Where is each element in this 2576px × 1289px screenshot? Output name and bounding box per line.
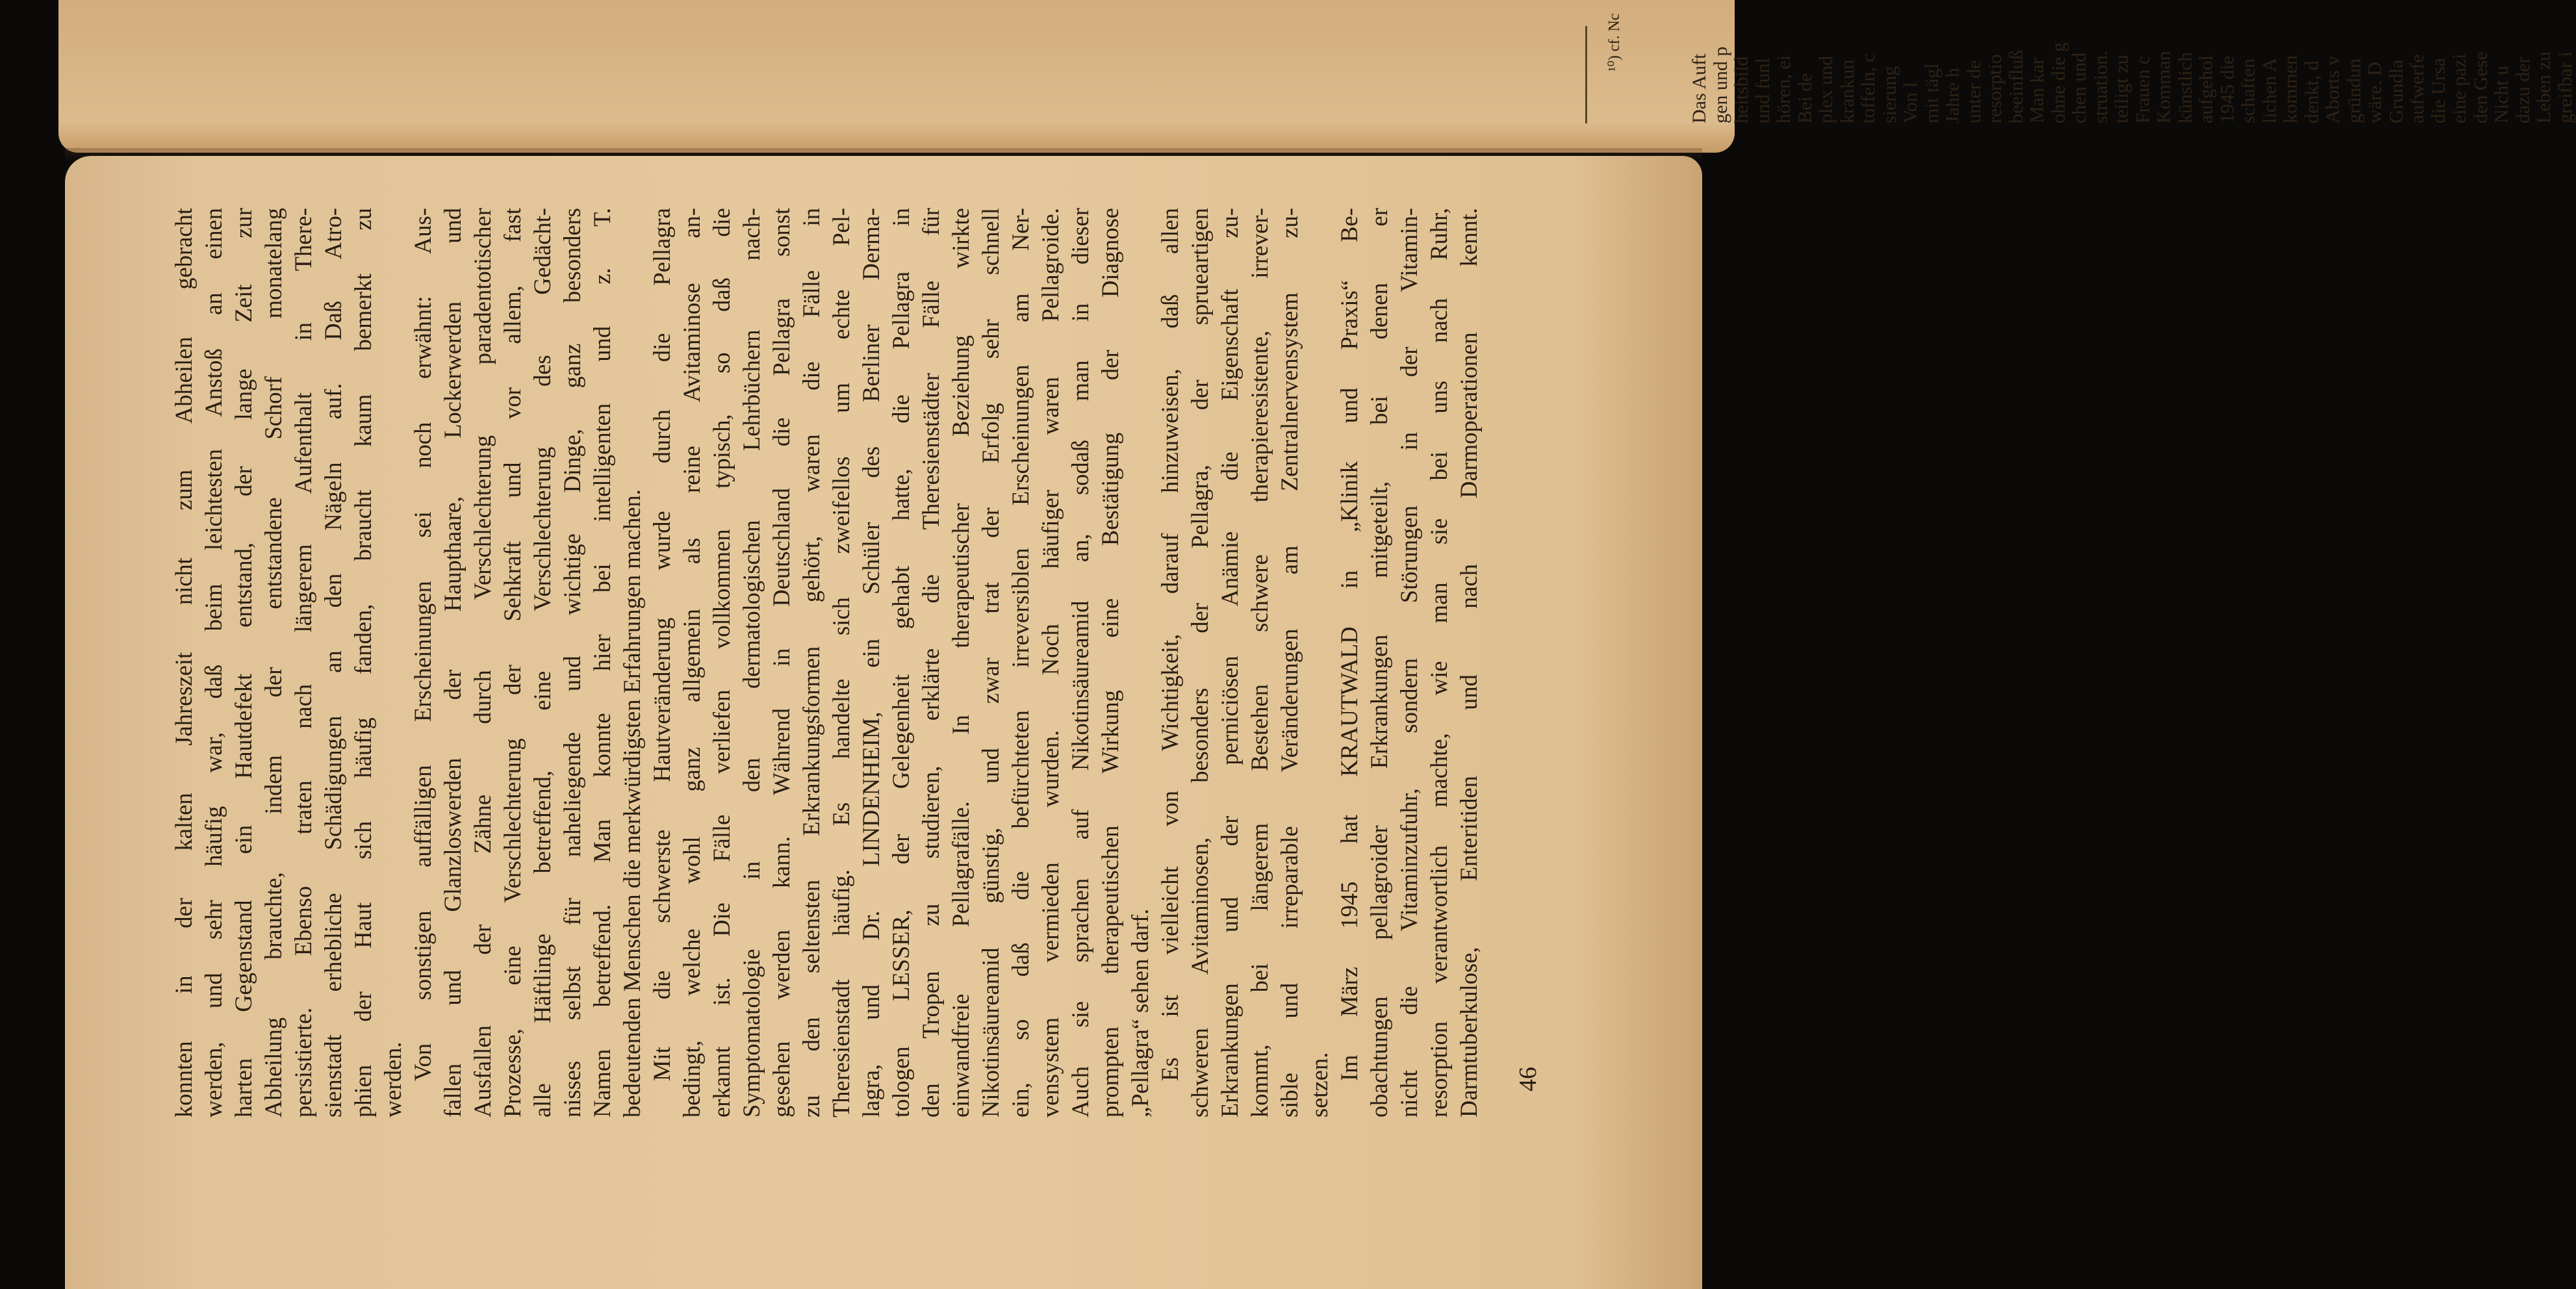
facing-text-line: schaften bbox=[2238, 58, 2259, 123]
facing-text-line: den Gese bbox=[2469, 51, 2492, 123]
facing-text-line: sierung bbox=[1878, 66, 1900, 123]
facing-text-line: mit tägl bbox=[1920, 63, 1943, 123]
text-line: Mit die schwerste Hautveränderung wurde durch die Pellagra bbox=[648, 208, 675, 1081]
text-line: Namen betreffend. Man konnte hier bei intelligenten und z. T. bbox=[589, 208, 615, 1117]
facing-footnote: ¹⁰) cf. Nc bbox=[1606, 13, 1623, 71]
text-line: resorption verantwortlich machte, wie man sie bei uns nach Ruhr, bbox=[1425, 208, 1452, 1117]
facing-text-line: resorptio bbox=[1984, 54, 2006, 123]
text-line: persistierte. Ebenso traten nach längerem Aufenthalt in There- bbox=[290, 208, 316, 1117]
facing-text-line: Komman bbox=[2153, 51, 2174, 123]
text-line: sienstadt erhebliche Schädigungen an den Nägeln auf. Daß Atro- bbox=[320, 208, 346, 1117]
facing-text-line: Bei de bbox=[1794, 73, 1816, 123]
facing-text-line: greifbar i bbox=[2554, 51, 2576, 123]
text-line: sible und irreparable Veränderungen am Zentralnervensystem zu- bbox=[1276, 208, 1303, 1117]
text-line: werden, und sehr häufig war, daß beim leichtesten Anstoß an einen bbox=[200, 208, 227, 1117]
text-line: gesehen werden kann. Während in Deutschland die Pellagra sonst bbox=[768, 208, 795, 1117]
text-line: phien der Haut sich häufig fanden, braucht kaum bemerkt zu bbox=[350, 208, 376, 1117]
facing-text-line: lichen A bbox=[2258, 58, 2280, 123]
text-line: obachtungen pellagroider Erkrankungen mitgeteilt, bei denen er bbox=[1366, 208, 1392, 1117]
footnote-rule bbox=[1585, 26, 1587, 123]
text-line: harten Gegenstand ein Hautdefekt entstand, der lange Zeit zur bbox=[230, 208, 257, 1117]
text-line: Theresienstadt häufig. Es handelte sich zweifellos um echte Pel- bbox=[828, 208, 854, 1117]
facing-text-line: eine pazi bbox=[2449, 53, 2470, 123]
facing-text-line: aufgehol bbox=[2195, 55, 2217, 123]
text-line: setzen. bbox=[1306, 1052, 1333, 1117]
facing-text-line: heitsbild bbox=[1731, 56, 1752, 123]
text-line: Abheilung brauchte, indem der entstandene Schorf monatelang bbox=[260, 208, 287, 1117]
text-line: einwandfreie Pellagrafälle. In therapeutischer Beziehung wirkte bbox=[947, 208, 974, 1117]
facing-text-line: wäre. D bbox=[2364, 62, 2386, 123]
facing-text-line: die Ursa bbox=[2427, 58, 2449, 123]
facing-text-line: plex und bbox=[1815, 55, 1837, 123]
facing-text-line: gen und p bbox=[1709, 46, 1731, 123]
facing-text-line: ohne die g bbox=[2047, 42, 2069, 123]
facing-text-line: 1945 die bbox=[2216, 55, 2238, 123]
text-line: Nikotinsäureamid günstig, und zwar trat der Erfolg sehr schnell bbox=[977, 208, 1004, 1117]
facing-text-line: Man kar bbox=[2026, 58, 2048, 123]
text-line: Im März 1945 hat KRAUTWALD in „Klinik und Praxis“ Be- bbox=[1336, 208, 1362, 1081]
facing-text-line: Grundla bbox=[2385, 59, 2407, 123]
text-line: alle Häftlinge betreffend, eine Verschlechterung des Gedächt- bbox=[529, 208, 555, 1117]
text-line: kommt, bei längerem Bestehen schwere therapieresistente, irrever- bbox=[1246, 208, 1273, 1117]
main-text-block bbox=[169, 208, 1484, 1117]
text-line: den Tropen zu studieren, erklärte die Theresienstädter Fälle für bbox=[917, 208, 944, 1117]
text-line: bedingt, welche wohl ganz allgemein als reine Avitaminose an- bbox=[678, 208, 705, 1117]
text-line: bedeutenden Menschen die merkwürdigsten Erfahrungen machen. bbox=[618, 489, 645, 1117]
text-line: Von sonstigen auffälligen Erscheinungen sei noch erwähnt: Aus- bbox=[409, 208, 436, 1081]
facing-text-line: künstlich bbox=[2174, 52, 2196, 123]
facing-text-line: Frauen c bbox=[2132, 55, 2154, 123]
facing-text-line: denkt, d bbox=[2301, 60, 2323, 123]
facing-text-line: Das Auft bbox=[1689, 53, 1710, 123]
facing-text-line: gründun bbox=[2343, 58, 2365, 123]
text-line: ein, so daß die befürchteten irreversiblen Erscheinungen am Ner- bbox=[1007, 208, 1034, 1117]
facing-text-column bbox=[1689, 42, 2576, 123]
text-line: Prozesse, eine Verschlechterung der Sehkraft und vor allem, fast bbox=[499, 208, 526, 1117]
facing-page bbox=[58, 0, 1735, 153]
text-line: prompten therapeutischen Wirkung eine Bestätigung der Diagnose bbox=[1097, 208, 1123, 1117]
text-line: konnten in der kalten Jahreszeit nicht zum Abheilen gebracht bbox=[170, 208, 197, 1117]
text-line: vensystem vermieden wurden. Noch häufiger waren Pellagroide. bbox=[1037, 208, 1064, 1117]
text-line: nicht die Vitaminzufuhr, sondern Störungen in der Vitamin- bbox=[1396, 208, 1422, 1117]
facing-text-line: hören, ei bbox=[1773, 55, 1794, 123]
facing-text-line: kommen bbox=[2280, 55, 2301, 123]
text-line: Auch sie sprachen auf Nikotinsäureamid an, sodaß man in dieser bbox=[1067, 208, 1093, 1117]
facing-text-line: dazu der bbox=[2512, 57, 2534, 123]
text-line: fallen und Glanzloswerden der Haupthaare, Lockerwerden und bbox=[439, 208, 466, 1117]
facing-text-line: struation. bbox=[2089, 50, 2111, 123]
background-edge bbox=[1702, 156, 1774, 1289]
facing-text-line: teiligt zu bbox=[2111, 55, 2132, 123]
page-number: 46 bbox=[1514, 1067, 1542, 1091]
facing-text-line: beeinfluß bbox=[2005, 49, 2027, 123]
text-line: schweren Avitaminosen, besonders der Pellagra, der sprueartigen bbox=[1186, 208, 1213, 1117]
text-line: Symptomatologie in den dermatologischen Lehrbüchern nach- bbox=[738, 208, 765, 1117]
facing-text-line: chen und bbox=[2069, 52, 2090, 123]
text-line: nisses selbst für naheliegende und wichtige Dinge, ganz besonders bbox=[559, 208, 585, 1117]
facing-text-line: Jahre h bbox=[1942, 68, 1963, 123]
text-line: lagra, und Dr. LINDENHEIM, ein Schüler des Berliner Derma- bbox=[858, 208, 884, 1117]
facing-text-line: aufwerfe bbox=[2406, 54, 2428, 123]
facing-text-line: toffeln, c bbox=[1857, 53, 1879, 123]
text-line: Erkrankungen und der perniciösen Anämie die Eigenschaft zu- bbox=[1216, 208, 1243, 1117]
facing-text-line: krankun bbox=[1836, 59, 1858, 123]
text-line: „Pellagra“ sehen darf. bbox=[1127, 908, 1153, 1117]
text-line: erkannt ist. Die Fälle verliefen vollkommen typisch, so daß die bbox=[708, 208, 735, 1117]
facing-text-line: Nicht u bbox=[2491, 65, 2512, 123]
facing-text-line: und funl bbox=[1752, 58, 1774, 123]
facing-text-line: unter de bbox=[1963, 60, 1985, 123]
text-line: werden. bbox=[379, 1041, 406, 1117]
text-line: tologen LESSER, der Gelegenheit gehabt hatte, die Pellagra in bbox=[887, 208, 914, 1117]
text-line: Darmtuberkulose, Enteritiden und nach Darmoperationen kennt. bbox=[1455, 208, 1482, 1117]
text-line: Ausfallen der Zähne durch Verschlechterung paradentotischer bbox=[469, 208, 496, 1117]
text-line: zu den seltensten Erkrankungsformen gehört, waren die Fälle in bbox=[798, 208, 824, 1117]
facing-text-line: Aborts v bbox=[2322, 55, 2343, 123]
facing-text-line: Leben zu bbox=[2533, 51, 2555, 123]
text-line: Es ist vielleicht von Wichtigkeit, darauf hinzuweisen, daß allen bbox=[1156, 208, 1183, 1081]
facing-text-line: Von l bbox=[1900, 82, 1921, 123]
